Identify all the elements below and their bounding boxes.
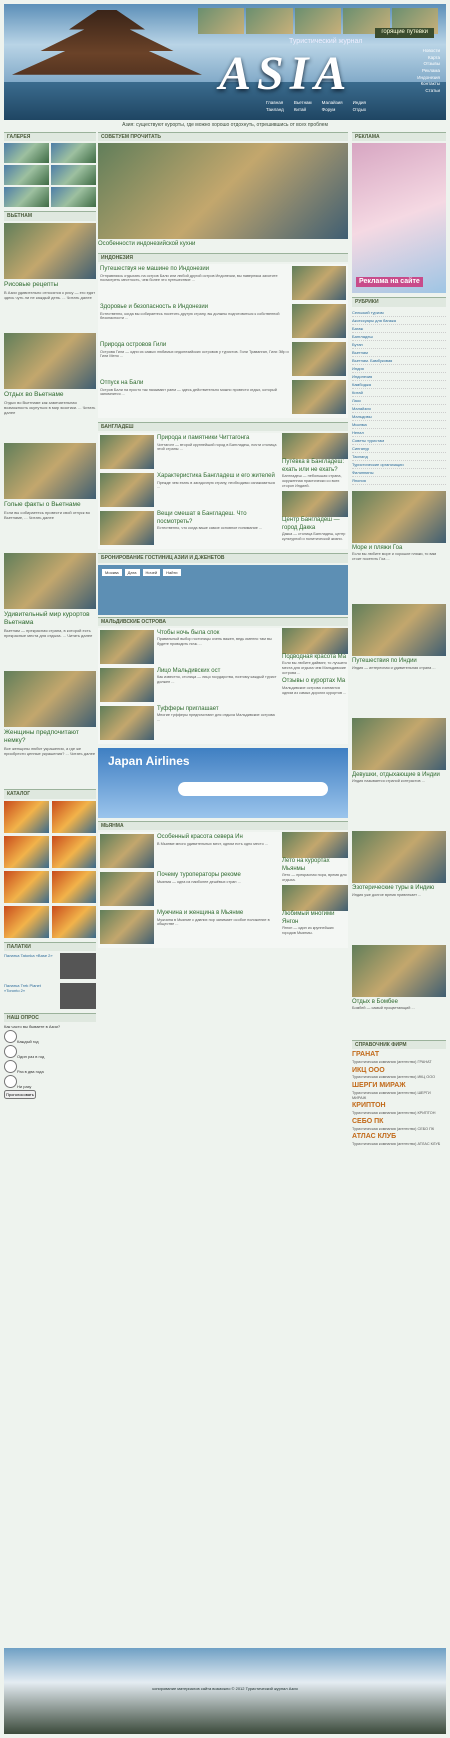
article-image[interactable] — [282, 832, 348, 858]
article-text: Отдых во Вьетнаме как замечательная возможность окунуться в мир экзотики. ... Читать далее — [4, 399, 96, 415]
rubric-link[interactable]: Япония — [352, 477, 446, 485]
rubric-link[interactable]: Индонезия — [352, 373, 446, 381]
tagline: Азия: существуют курорты, где можно хорошо отдохнуть, отрешившись от всех проблем — [122, 122, 328, 128]
top-nav — [400, 48, 440, 93]
gallery-heading: ГАЛЕРЕЯ — [4, 132, 96, 141]
ads-heading: РЕКЛАМА — [352, 132, 446, 141]
rubric-link[interactable]: Сельский туризм — [352, 309, 446, 317]
article-title[interactable]: Вещи смешат в Бангладеш. Что посмотреть? — [157, 511, 247, 525]
maldives-side — [282, 628, 348, 742]
rubric-link[interactable]: Багаж — [352, 325, 446, 333]
firm-desc: Туристическая компания (агентство) КРИПТОН — [352, 1111, 436, 1116]
poll-heading: НАШ ОПРОС — [4, 1013, 96, 1022]
article-text: Острова Гили — одни из самых любимых индонезийских островов у туристов. Гили Траванган, Гили Эйр и Гили Мено ... — [100, 349, 289, 359]
article-text: Если вы любите дайвинг, то лучшего места для отдыха чем Мальдивские острова ... — [282, 661, 348, 675]
article-image[interactable] — [352, 945, 446, 997]
bottom-nav — [266, 100, 366, 112]
gallery-thumb[interactable] — [4, 143, 49, 163]
poll-question: Как часто вы бываете в Азии? — [4, 1024, 61, 1030]
article-image[interactable] — [292, 342, 346, 376]
rubric-link[interactable]: Филиппины — [352, 469, 446, 477]
bangladesh-side — [282, 433, 348, 547]
poll-radio[interactable] — [4, 1060, 17, 1073]
article-text: Читтагонг — второй крупнейший город в Бангладеш, почти столица этой страны ... — [157, 442, 277, 452]
nav-item[interactable]: Главная — [266, 100, 284, 105]
main-column — [98, 132, 348, 952]
article-text: В Мьянме много удивительных мест, одним есть одно место ... — [157, 841, 268, 846]
article-text: Прежде чем ехать в загадочную страну, необходимо ознакомиться ... — [157, 480, 275, 490]
rubric-link[interactable]: Китай — [352, 389, 446, 397]
article-image[interactable] — [100, 872, 154, 906]
article-title[interactable]: Путешествуя не машине по Индонезии — [100, 266, 210, 272]
rubric-link[interactable]: Вьетнам. Бамбуковая — [352, 357, 446, 365]
poll-option[interactable] — [4, 1075, 96, 1089]
indonesia-section — [98, 264, 348, 418]
poll-option[interactable] — [4, 1060, 96, 1074]
catalog-item[interactable] — [4, 906, 49, 938]
article-title[interactable]: Путешествия по Индии — [352, 658, 417, 664]
article-text: Янгон — один из крупнейших городов Мьянмы. — [282, 926, 334, 936]
gallery-thumb[interactable] — [51, 165, 96, 185]
rubric-link[interactable]: Аксессуары для багажа — [352, 317, 446, 325]
firm-name[interactable]: ШЕРГИ МИРАЖ — [352, 1082, 406, 1090]
poll-radio[interactable] — [4, 1075, 17, 1088]
catalog-item[interactable] — [4, 871, 49, 903]
article-title[interactable]: Путёвка в Бангладеш: ехать или не ехать? — [282, 459, 345, 473]
article-text: Мальдивские острова считаются одним из самых дорогих курортов ... — [282, 685, 347, 695]
poll-option[interactable] — [4, 1045, 96, 1059]
article-image[interactable] — [100, 910, 154, 944]
nav-item[interactable]: Индия — [352, 100, 366, 105]
firm-name[interactable]: КРИПТОН — [352, 1102, 386, 1110]
rubric-link[interactable]: Бангладеш — [352, 333, 446, 341]
gallery-grid — [4, 143, 96, 207]
top-nav-item[interactable]: Контакты — [420, 81, 440, 87]
article-text: Лето — прекрасная пора, время для отдыха. — [282, 873, 347, 882]
article-title[interactable]: Подводная красота Ма — [282, 653, 347, 660]
poll-option-label: Ни разу — [17, 1084, 32, 1090]
rubric-link[interactable]: Малайзия — [352, 405, 446, 413]
article — [98, 908, 279, 946]
article-text: Индия — интересная и удивительная страна ... — [352, 665, 436, 670]
firm-name[interactable]: СЕБО ПК — [352, 1117, 384, 1125]
poll-option[interactable] — [4, 1030, 96, 1044]
article-image[interactable] — [100, 473, 154, 507]
nav-item[interactable]: Таиланд — [266, 106, 284, 112]
hot-tours-link[interactable]: горящие путевки — [375, 28, 434, 38]
header-banner — [4, 4, 446, 120]
vote-button[interactable]: Проголосовать — [6, 1092, 34, 1098]
rubric-link[interactable]: Вьетнам — [352, 349, 446, 357]
airplane-image — [178, 782, 328, 796]
article-image[interactable] — [282, 628, 348, 654]
maldives-section — [98, 628, 348, 744]
poll-radio[interactable] — [4, 1045, 17, 1058]
article-image[interactable] — [100, 630, 154, 664]
article-image[interactable] — [292, 380, 346, 414]
bangladesh-main — [98, 433, 279, 547]
hotel-booking-widget — [98, 565, 348, 615]
article-title[interactable]: Чтобы ночь была спок — [157, 629, 220, 636]
article — [98, 832, 279, 870]
article-title[interactable]: Лицо Мальдивских ост — [157, 667, 221, 674]
article-text: Многие туфферы предпочитают для отдыха Мальдивские острова ... — [157, 713, 275, 722]
article-text: Отправляясь отдыхать на остров Бали или любой другой остров Индонезии, вы наверняка захотите посмотреть местность, чем более это путешествие ... — [100, 273, 278, 283]
article-image[interactable] — [292, 304, 346, 338]
footer-banner — [4, 1648, 446, 1734]
firm-desc: Туристическая компания (агентство) ИКЦ ООО — [352, 1075, 436, 1080]
nav-item[interactable]: Форум — [321, 106, 336, 112]
rubric-list — [352, 309, 446, 485]
myanmar-heading: МЬЯНМА — [98, 821, 348, 830]
article — [98, 471, 279, 509]
booking-city-field[interactable]: Москва — [102, 569, 122, 576]
article-text: Остров Бали на просто так называют раем — здесь действительно можно провести отдых, который запомнится ... — [100, 387, 277, 397]
article — [98, 704, 279, 742]
article-image[interactable] — [282, 433, 348, 459]
airline-brand: Japan Airlines — [108, 753, 190, 768]
article-title[interactable]: Отдых во Вьетнаме — [4, 390, 64, 398]
article-text: Естественно, когда вы собираетесь посетить другую страну, вы должны подготовиться к собственной безопасности ... — [100, 311, 280, 321]
catalog-item[interactable] — [52, 871, 97, 903]
firm-name[interactable]: ИКЦ ООО — [352, 1066, 385, 1074]
article-image[interactable] — [4, 223, 96, 279]
article-text: Естественно, что когда ваше самое основное понимание ... — [157, 526, 263, 531]
article-title[interactable]: Отпуск на Бали — [100, 380, 144, 386]
catalog-item[interactable] — [4, 801, 49, 833]
left-column — [4, 132, 96, 1099]
article — [98, 340, 348, 378]
article-image[interactable] — [282, 885, 348, 911]
article-title[interactable]: Особенный красота севера Ин — [157, 834, 243, 840]
article — [98, 302, 348, 340]
firm-desc: Туристическая компания (агентство) СЕБО ПК — [352, 1126, 435, 1131]
article-image[interactable] — [292, 266, 346, 300]
bangladesh-section — [98, 433, 348, 549]
article-text: Если вы любите море и хорошие пляжи, то вам стоит посетить Гоа ... — [352, 552, 437, 561]
rubric-link[interactable]: Мальдивы — [352, 413, 446, 421]
ad-banner[interactable] — [352, 143, 446, 293]
article-title[interactable]: Отзывы о курортах Ма — [282, 678, 346, 685]
firm-desc: Туристическая компания (агентство) ГРАНАТ — [352, 1060, 432, 1064]
article — [98, 870, 279, 908]
nav-item[interactable]: Вьетнам — [293, 100, 312, 105]
article-image[interactable] — [352, 831, 446, 883]
catalog-heading: КАТАЛОГ — [4, 789, 96, 798]
article — [98, 264, 348, 302]
vietnam-heading: ВЬЕТНАМ — [4, 211, 96, 220]
poll — [4, 1024, 96, 1099]
article-text: Мьянма — одна из наиболее дешёвых стран ... — [157, 879, 241, 884]
article-title[interactable]: Природа островов Гили — [100, 342, 167, 348]
article-text: Вьетнам — прекрасная страна, в которой есть прекрасные места для отдыха. ... Читать далее — [4, 628, 93, 639]
article-image[interactable] — [4, 671, 96, 727]
gallery-thumb[interactable] — [51, 187, 96, 207]
feature-image[interactable] — [98, 143, 348, 239]
bangladesh-heading: БАНГЛАДЕШ — [98, 422, 348, 431]
top-nav-item[interactable]: Новости — [422, 48, 440, 53]
article-title[interactable]: Эзотерические туры в Индию — [352, 885, 435, 891]
article — [98, 509, 279, 547]
article-image[interactable] — [282, 491, 348, 517]
myanmar-side — [282, 832, 348, 946]
article-text: Как известно, столица — лицо государства, поэтому каждый турист должен ... — [157, 675, 277, 684]
myanmar-section — [98, 832, 348, 948]
tent-name[interactable]: Палатка Trek Planet «Toronto 2» — [4, 982, 41, 993]
article-title[interactable]: Девушки, отдыхающие в Индии — [352, 771, 440, 778]
article-title[interactable]: Характеристика Бангладеш и его жителей — [157, 473, 275, 480]
rubric-link[interactable]: Мьянма — [352, 421, 446, 429]
maldives-main — [98, 628, 279, 742]
article-image[interactable] — [100, 668, 154, 702]
booking-nights-field[interactable]: Ночей — [143, 569, 161, 576]
myanmar-main — [98, 832, 279, 946]
poll-radio[interactable] — [4, 1030, 17, 1043]
tent-item[interactable] — [4, 953, 96, 979]
catalog-grid — [4, 801, 96, 938]
article-text: Индия уже долгое время привлекает ... — [352, 892, 422, 897]
nav-item[interactable]: Малайзия — [321, 100, 343, 105]
article-text: Бомбей — самый процветающий ... — [352, 1006, 415, 1010]
rubric-link[interactable]: Таиланд — [352, 453, 446, 461]
booking-heading: БРОНИРОВАНИЕ ГОСТИНИЦ АЗИИ И Д.ЖЕНЕТОВ — [98, 553, 348, 562]
article-text: Если вы собираетесь провести свой отпуск во Вьетнаме, ... Читать далее — [4, 509, 90, 520]
top-nav-item[interactable]: Карта — [427, 54, 440, 60]
top-nav-item[interactable]: Статьи — [425, 87, 440, 93]
article-title[interactable]: Море и пляжи Гоа — [352, 544, 403, 551]
article-image[interactable] — [4, 333, 96, 389]
gallery-thumb[interactable] — [4, 165, 49, 185]
catalog-item[interactable] — [52, 836, 97, 868]
article-image[interactable] — [352, 491, 446, 543]
article — [98, 378, 348, 416]
article-text: Дакка — столица Бангладеш, центр культурной и политической жизни. — [282, 532, 346, 542]
article — [98, 666, 279, 704]
article-image[interactable] — [4, 443, 96, 499]
nav-item[interactable]: Китай — [293, 106, 306, 112]
rubric-link[interactable]: Лаос — [352, 397, 446, 405]
site-logo[interactable]: ASIA — [219, 47, 353, 100]
article-image[interactable] — [352, 718, 446, 770]
article-text: В Азии удивительно относятся к рису — его едят здесь чуть ли не каждый день. ... Читать далее — [4, 289, 96, 300]
japan-airlines-banner[interactable] — [98, 748, 348, 818]
article-title[interactable]: Природа и памятники Читтагонга — [157, 435, 250, 442]
article-title[interactable]: Центр Бангладеш — город Дакка — [282, 517, 340, 531]
advise-heading: СОВЕТУЕМ ПРОЧИТАТЬ — [98, 132, 348, 141]
site-subtitle: Туристический журнал — [289, 38, 363, 45]
booking-search-button[interactable]: Найти — [163, 569, 180, 576]
article-text: Индия называется страной контрастов ... — [352, 779, 425, 783]
poll-option-label: Каждый год — [17, 1039, 39, 1045]
feature-caption[interactable]: Особенности индонезийской кухни — [98, 241, 196, 248]
rubric-link[interactable]: Индия — [352, 365, 446, 373]
firm-desc: Туристическая компания (агентство) АТЛАС КЛУБ — [352, 1142, 441, 1147]
india-articles — [352, 491, 446, 1037]
rubric-link[interactable]: Непал — [352, 429, 446, 437]
tents-heading: ПАЛАТКИ — [4, 942, 96, 951]
tent-image[interactable] — [60, 983, 96, 1009]
rubric-link[interactable]: Бутан — [352, 341, 446, 349]
article-text: Правильный выбор гостиницы очень важен, ведь именно там вы будете проводить ночь ... — [157, 637, 272, 646]
article-title[interactable]: Туфферы приглашает — [157, 705, 219, 712]
article-title[interactable]: Любимый многими Янгон — [282, 911, 335, 925]
top-nav-item[interactable]: Реклама — [421, 67, 440, 73]
article-title[interactable]: Почему туроператоры рекоме — [157, 872, 241, 878]
tent-image[interactable] — [60, 953, 96, 979]
firm-desc: Туристическая компания (агентство) ШЕРГИ МИРАЖ — [352, 1090, 431, 1100]
article-image[interactable] — [352, 604, 446, 656]
article-title[interactable]: Удивительный мир курортов Вьетнама — [4, 610, 90, 626]
article-title[interactable]: Мужчина и женщина в Мьянме — [157, 910, 244, 916]
article-text: Мужчина в Мьянме с давних пор занимает особое положение в обществе ... — [157, 917, 270, 927]
article-image[interactable] — [100, 834, 154, 868]
article — [98, 433, 279, 471]
article — [98, 628, 279, 666]
article-text: Все женщины любят украшения, а где же приобрести ценные украшения? ... Читать далее — [4, 746, 96, 757]
article-title[interactable]: Отдых в Бомбее — [352, 998, 398, 1005]
nav-item[interactable]: Отдых — [352, 106, 367, 112]
article-text: Бангладеш — небольшая страна, окруженная практически со всех сторон Индией. — [282, 474, 342, 488]
rubric-link[interactable]: Советы туристам — [352, 437, 446, 445]
article-title[interactable]: Лето на курортах Мьянмы — [282, 858, 330, 872]
rubrics-heading: РУБРИКИ — [352, 297, 446, 306]
tent-name[interactable]: Палатка Tatonka «Base 2» — [4, 952, 53, 958]
booking-date-field[interactable]: Дата — [125, 569, 140, 576]
firm-name[interactable]: АТЛАС КЛУБ — [352, 1133, 397, 1141]
reference-heading: СПРАВОЧНИК ФИРМ — [352, 1040, 446, 1049]
catalog-item[interactable] — [52, 906, 97, 938]
rubric-link[interactable]: Камбоджа — [352, 381, 446, 389]
poll-option-label: Один раз в год — [17, 1054, 45, 1060]
top-nav-item[interactable]: Индонезия — [417, 74, 440, 80]
gallery-thumb[interactable] — [4, 187, 49, 207]
article-title[interactable]: Женщины предпочитают немку? — [4, 729, 79, 745]
indonesia-heading: ИНДОНЕЗИЯ — [98, 253, 348, 262]
gallery-thumb[interactable] — [51, 143, 96, 163]
poll-option-label: Раз в два года — [17, 1069, 44, 1075]
right-column — [352, 132, 446, 1149]
firm-directory — [352, 1051, 446, 1147]
article-title[interactable]: Здоровье и безопасность в Индонезии — [100, 304, 209, 310]
rubric-link[interactable]: Туристические организации — [352, 461, 446, 469]
catalog-item[interactable] — [4, 836, 49, 868]
article-image[interactable] — [100, 511, 154, 545]
rubric-link[interactable]: Сингапур — [352, 445, 446, 453]
article-title[interactable]: Рисовые рецепты — [4, 280, 59, 288]
ad-label: Реклама на сайте — [356, 277, 423, 288]
article-image[interactable] — [4, 553, 96, 609]
firm-name[interactable]: ГРАНАТ — [352, 1051, 380, 1059]
article-title[interactable]: Голые факты о Вьетнаме — [4, 500, 81, 508]
article-image[interactable] — [100, 435, 154, 469]
top-nav-item[interactable]: Отзывы — [423, 61, 440, 67]
maldives-heading: МАЛЬДИВСКИЕ ОСТРОВА — [98, 617, 348, 626]
tent-item[interactable] — [4, 983, 96, 1009]
catalog-item[interactable] — [52, 801, 97, 833]
copyright: копирование материалов сайта возможно © 2012 Туристический журнал Азия — [152, 1686, 298, 1691]
article-image[interactable] — [100, 706, 154, 740]
